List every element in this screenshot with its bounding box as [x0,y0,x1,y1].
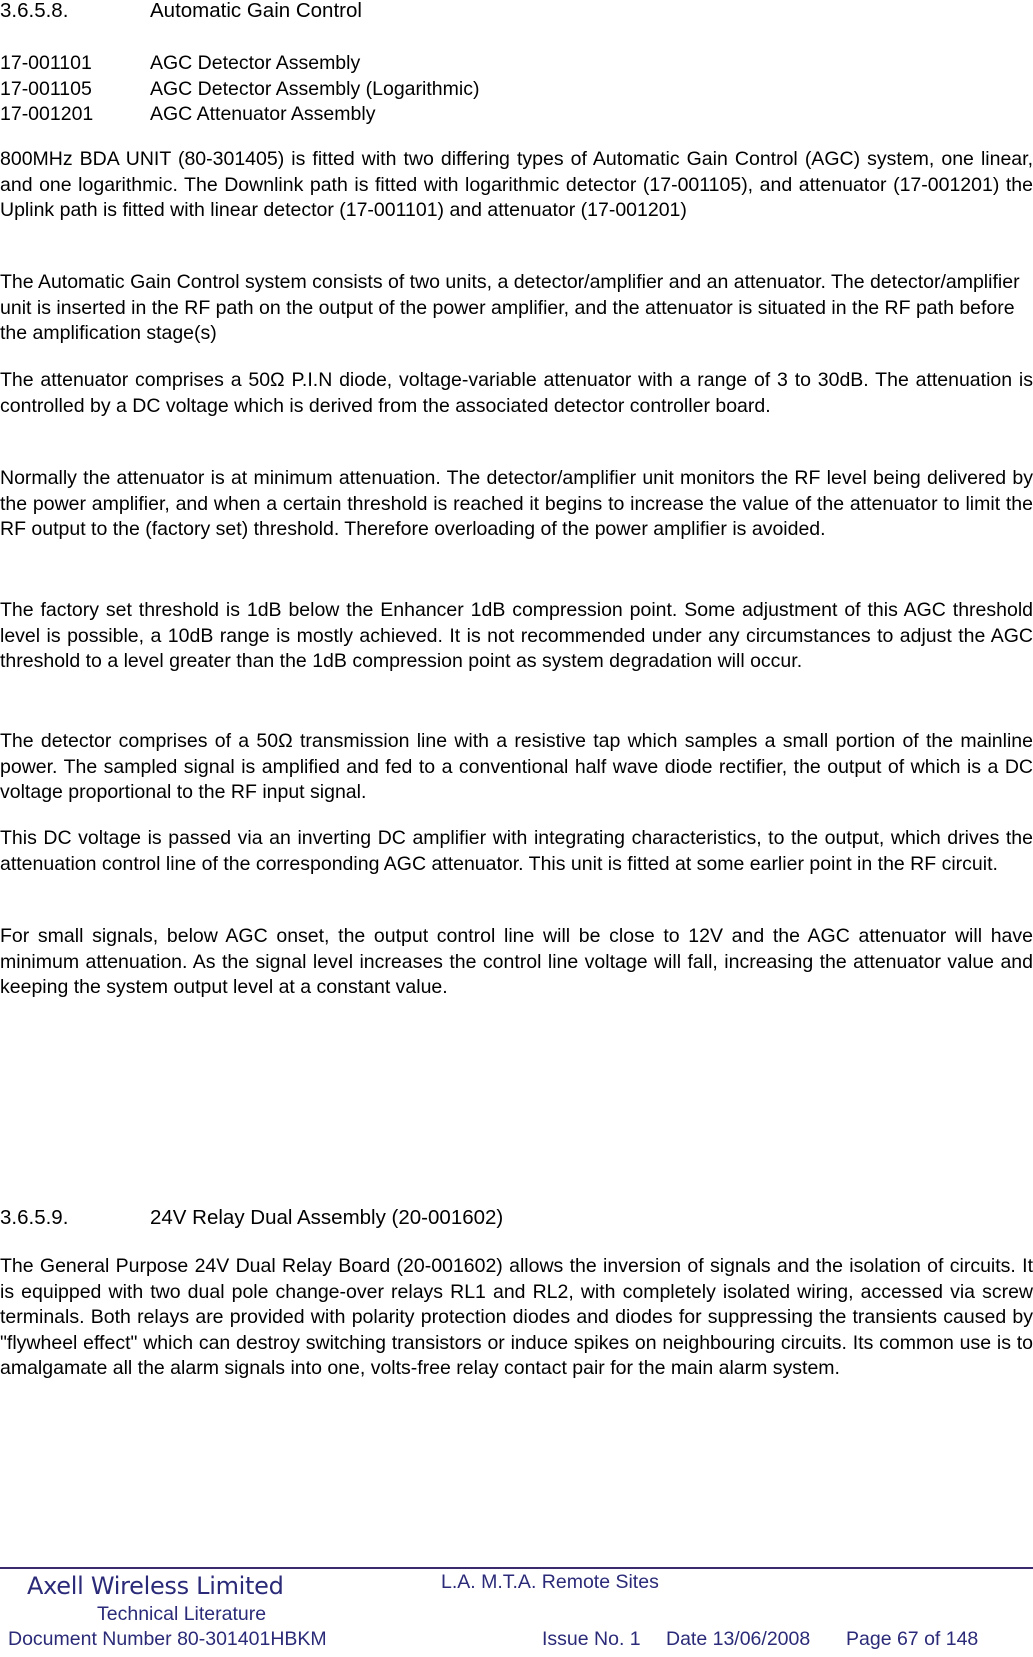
footer-divider [0,1567,1033,1569]
paragraph: Normally the attenuator is at minimum attenuation. The detector/amplifier unit monitors the RF level being delivered by the power amplifier, and when a certain threshold is reached it begins to increase the value of the attenuator to limit the RF output to the (factory set) threshold. Therefore overloading of the power amplifier is avoided. [0,467,1033,540]
part-code: 17-001201 [0,103,94,125]
paragraph: 800MHz BDA UNIT (80-301405) is fitted with two differing types of Automatic Gain Control (AGC) system, one linear, and one logarithmic. The Downlink path is fitted with logarithmic detector (17-001105), and attenuator (17-001201) the Uplink path is fitted with linear detector (17-001101) and attenuator (17-001201) [0,148,1033,221]
part-code: 17-001105 [0,77,92,100]
document-number: Document Number 80-301401HBKM [8,1628,327,1650]
part-row [0,51,800,77]
paragraph: This DC voltage is passed via an inverting DC amplifier with integrating characteristics, to the output, which drives the attenuation control line of the corresponding AGC attenuator. This unit is fitted at some earlier point in the RF circuit. [0,827,1033,875]
section-title: 24V Relay Dual Assembly (20-001602) [150,1206,504,1229]
project-name: L.A. M.T.A. Remote Sites [441,1571,659,1593]
paragraph: The attenuator comprises a 50Ω P.I.N diode, voltage-variable attenuator with a range of 3 to 30dB. The attenuation is controlled by a DC voltage which is derived from the associated detector controller board. [0,369,1033,417]
issue-number: Issue No. 1 [542,1628,641,1650]
part-description: AGC Detector Assembly (Logarithmic) [150,77,480,100]
part-list [0,51,800,128]
part-description: AGC Detector Assembly [150,52,361,74]
part-row [0,77,800,103]
part-row [0,102,800,128]
paragraph: The General Purpose 24V Dual Relay Board (20-001602) allows the inversion of signals and the isolation of circuits. It is equipped with two dual pole change-over relays RL1 and RL2, with completely isolated wiring, accessed via screw terminals. Both relays are provided with polarity protection diodes and diodes for suppressing the transients caused by "flywheel effect" which can destroy switching transistors or induce spikes on neighbouring circuits. Its common use is to amalgamate all the alarm signals into one, volts-free relay contact pair for the main alarm system. [0,1255,1033,1379]
paragraph: The detector comprises of a 50Ω transmission line with a resistive tap which samples a small portion of the mainline power. The sampled signal is amplified and fed to a conventional half wave diode rectifier, the output of which is a DC voltage proportional to the RF input signal. [0,730,1033,803]
part-code: 17-001101 [0,52,92,74]
paragraph: For small signals, below AGC onset, the output control line will be close to 12V and the AGC attenuator will have minimum attenuation. As the signal level increases the control line voltage will fall, increasing the attenuator value and keeping the system output level at a constant value. [0,925,1033,998]
page-number: Page 67 of 148 [846,1628,979,1650]
section-title: Automatic Gain Control [150,0,362,22]
section-number: 3.6.5.9. [0,1206,69,1229]
footer-subtitle: Technical Literature [97,1603,267,1625]
section-number: 3.6.5.8. [0,0,69,22]
company-logo-text: Axell Wireless Limited [27,1572,284,1600]
paragraph: The Automatic Gain Control system consists of two units, a detector/amplifier and an attenuator. The detector/amplifier unit is inserted in the RF path on the output of the power amplifier, and the attenuator is situated in the RF path before the amplification stage(s) [0,271,1020,344]
page-footer [0,1570,1033,1657]
part-description: AGC Attenuator Assembly [150,103,376,125]
paragraph: The factory set threshold is 1dB below the Enhancer 1dB compression point. Some adjustment of this AGC threshold level is possible, a 10dB range is mostly achieved. It is not recommended under any circumstances to adjust the AGC threshold to a level greater than the 1dB compression point as system degradation will occur. [0,599,1033,672]
issue-date: Date 13/06/2008 [666,1628,811,1650]
